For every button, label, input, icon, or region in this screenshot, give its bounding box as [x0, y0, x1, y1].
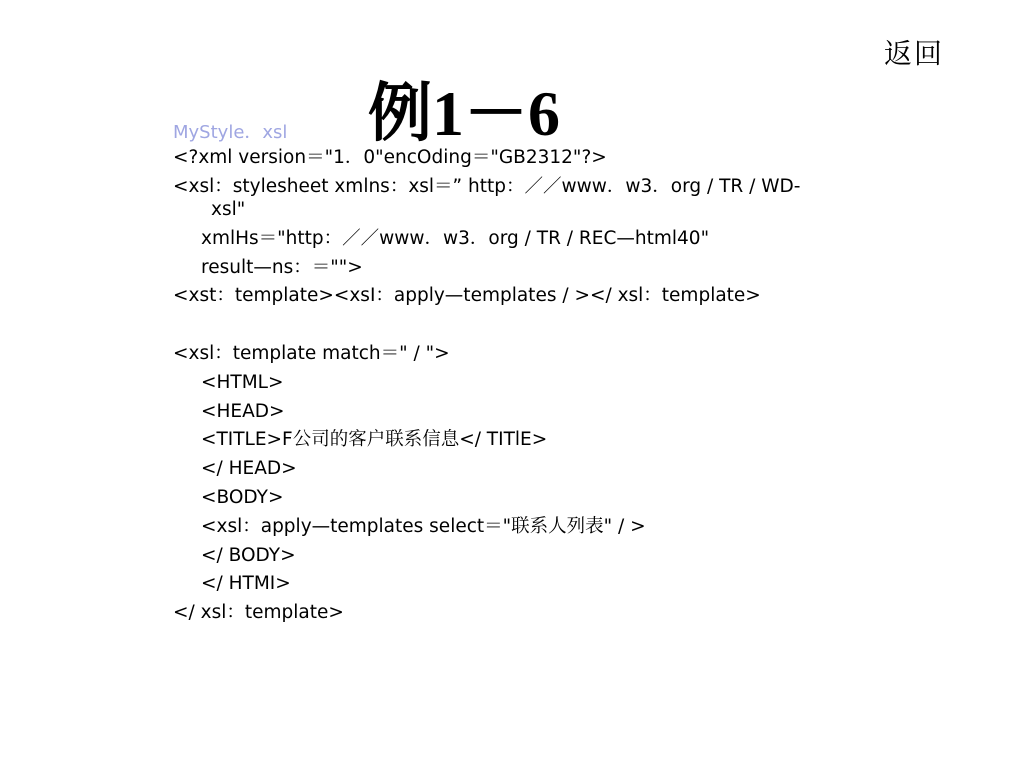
code-line-title: <TITLE>F公司的客户联系信息</ TITlE>: [201, 429, 548, 451]
code-line-head-close: </ HEAD>: [201, 458, 297, 480]
slide-title: 例1－6: [368, 78, 560, 149]
code-line-blank: [173, 311, 873, 340]
code-line-apply-templates: <xsl：apply—templates select＝"联系人列表" / >: [201, 515, 646, 537]
code-line-stylesheet-open-cont: xsl": [211, 198, 246, 220]
code-line-html-open: <HTML>: [201, 371, 284, 393]
code-line-body-open: <BODY>: [201, 486, 284, 508]
code-line-template-close: </ xsl：template>: [173, 602, 344, 624]
code-block: [173, 144, 873, 628]
code-line-result-ns: result—ns：＝"">: [201, 256, 363, 278]
code-line-template-match: <xsl：template match＝" / ">: [173, 342, 450, 364]
back-link[interactable]: 返回: [884, 37, 945, 70]
code-line-head-open: <HEAD>: [201, 400, 285, 422]
code-line-stylesheet-open: <xsl：stylesheet xmlns：xsl＝” http：／／www．w3．org / TR / WD-: [173, 175, 801, 197]
code-line-root-template: <xst：template><xsI：apply—templates / ></ xsl：template>: [173, 285, 761, 307]
file-name-label: MyStyle．xsl: [173, 122, 288, 143]
code-line-xml-declaration: <?xml version＝"1．0"encOding＝"GB2312"?>: [173, 147, 607, 168]
code-line-xmlns-html: xmlHs＝"http：／／www．w3．org / TR / REC—html40": [201, 227, 710, 249]
code-line-body-close: </ BODY>: [201, 544, 296, 566]
code-line-html-close: </ HTMI>: [201, 573, 291, 595]
